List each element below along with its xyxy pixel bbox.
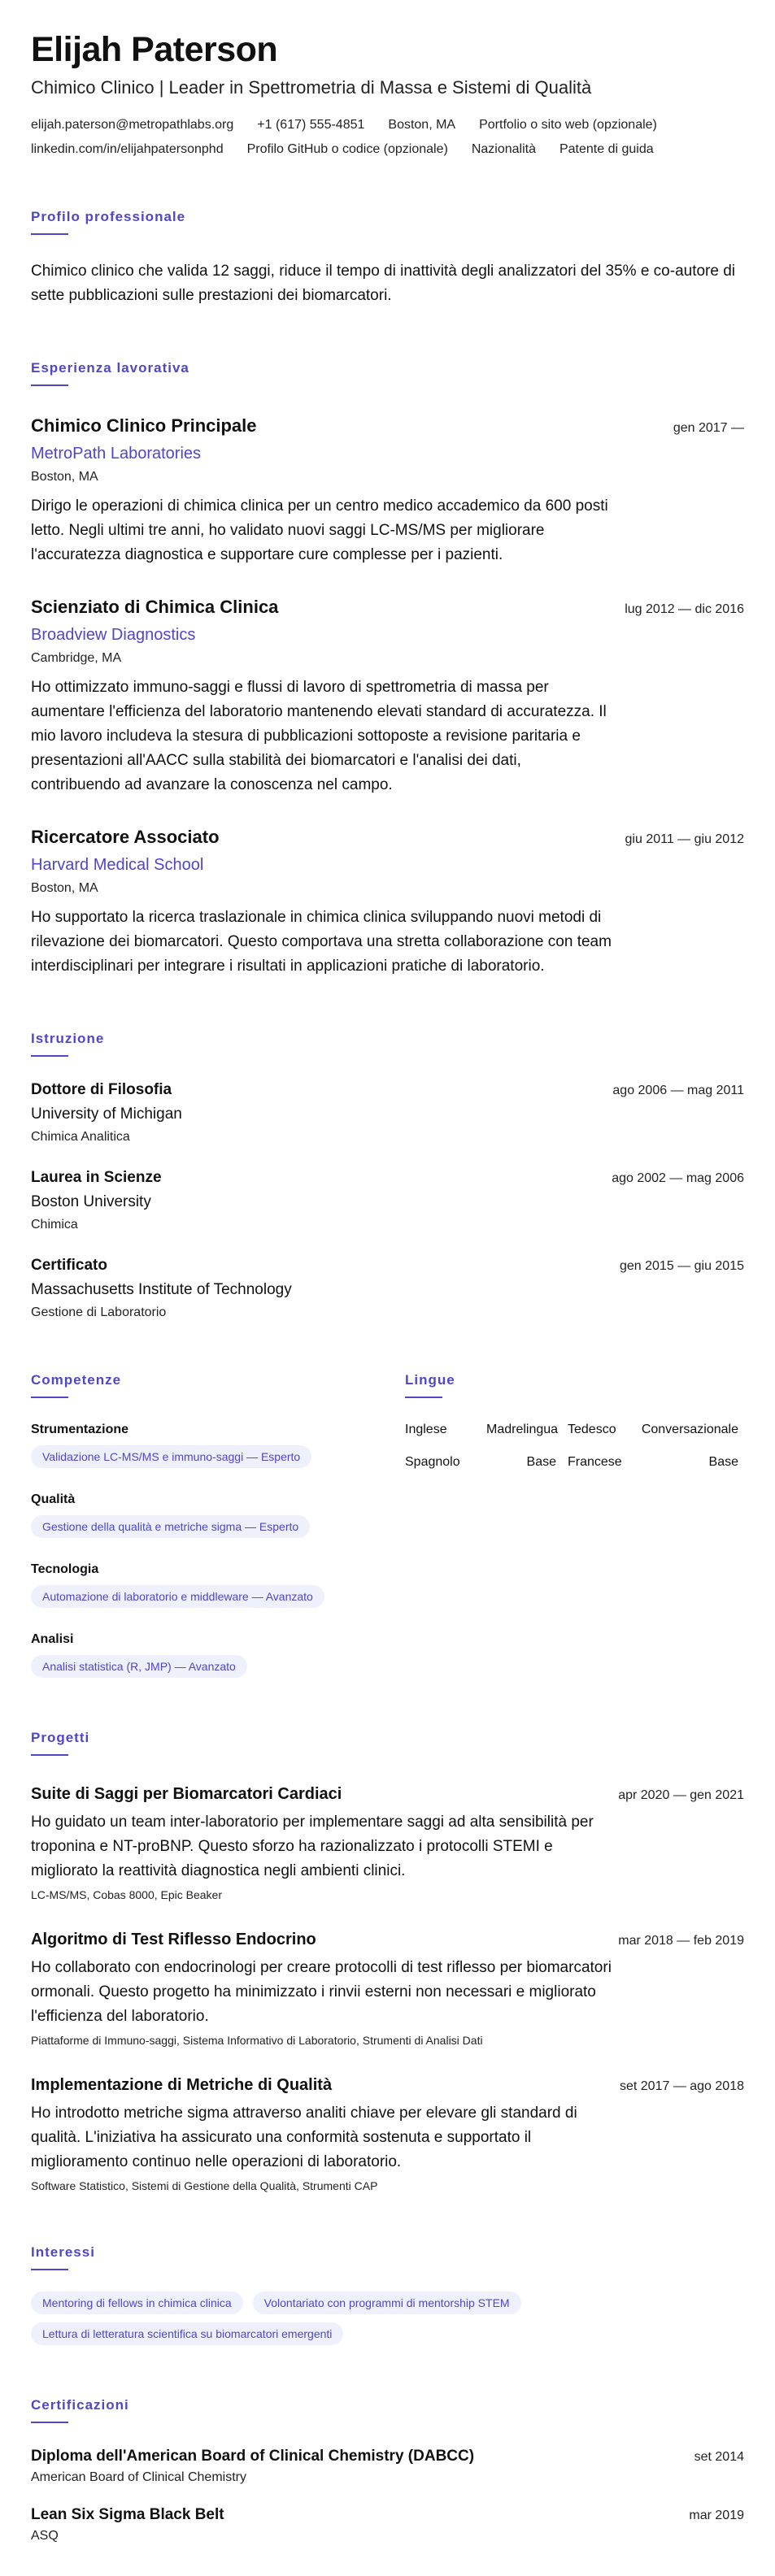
certification-issuer: American Board of Clinical Chemistry [31, 2470, 246, 2485]
section-title-skills: Competenze [31, 1372, 122, 1388]
interest-pill: Volontariato con programmi di mentorship STEM [253, 2291, 521, 2314]
contact-nationality: Nazionalità [471, 142, 536, 157]
skill-group-name: Qualità [31, 1492, 76, 1507]
skill-pill: Validazione LC-MS/MS e immuno-saggi — Esperto [31, 1445, 311, 1468]
job-location: Boston, MA [31, 470, 98, 484]
education-entry [31, 1169, 744, 1232]
project-description: Ho guidato un team inter-laboratorio per implementare saggi ad alta sensibilità per troponina e NT-proBNP. Questo sforzo ha razionalizzato i protocolli STEMI e migliorato la reattività diagnostica negli ambienti clinici. [31, 1814, 594, 1880]
language-name: Inglese [405, 1423, 447, 1437]
job-description: Ho supportato la ricerca traslazionale in chimica clinica sviluppando nuovi metodi di rilevazione dei biomarcatori. Questo comportava una stretta collaborazione con team interdisciplinari per integrare i risultati in applicazioni pratiche di laboratorio. [31, 909, 612, 975]
contact-email[interactable]: elijah.paterson@metropathlabs.org [31, 118, 234, 132]
contact-info [31, 118, 744, 157]
project-date: mar 2018 — feb 2019 [618, 1934, 744, 1948]
section-title-education: Istruzione [31, 1031, 105, 1047]
language-name: Francese [568, 1455, 622, 1470]
skill-group-name: Analisi [31, 1632, 74, 1647]
job-title: Scienziato di Chimica Clinica [31, 597, 279, 618]
job-location: Cambridge, MA [31, 651, 122, 666]
skills-languages-row [31, 1320, 744, 1678]
project-description: Ho introdotto metriche sigma attraverso analiti chiave per elevare gli standard di qualità. L'iniziativa ha assicurato una conformità sostenuta e supportato il miglioramento continuo nelle operazioni di laboratorio. [31, 2105, 577, 2171]
project-date: apr 2020 — gen 2021 [618, 1788, 744, 1803]
education-school: Boston University [31, 1193, 151, 1211]
section-rule [405, 1397, 442, 1398]
section-rule [31, 1754, 68, 1756]
education-date: ago 2002 — mag 2006 [612, 1171, 744, 1186]
candidate-subtitle: Chimico Clinico | Leader in Spettrometria di Massa e Sistemi di Qualità [31, 77, 592, 98]
interest-pill: Mentoring di fellows in chimica clinica [31, 2291, 243, 2314]
education-degree: Certificato [31, 1257, 107, 1275]
skill-group [31, 1632, 405, 1678]
project-title: Algoritmo di Test Riflesso Endocrino [31, 1931, 316, 1949]
languages-grid [405, 1423, 744, 1470]
certification-title: Diploma dell'American Board of Clinical Chemistry (DABCC) [31, 2448, 475, 2465]
contact-phone[interactable]: +1 (617) 555-4851 [257, 118, 365, 132]
job-date: giu 2011 — giu 2012 [625, 832, 744, 847]
skill-group [31, 1423, 405, 1468]
language-level: Base [526, 1455, 556, 1470]
project-technologies: Software Statistico, Sistemi di Gestione della Qualità, Strumenti CAP [31, 2179, 378, 2193]
education-entry [31, 1081, 744, 1145]
candidate-name: Elijah Paterson [31, 30, 278, 69]
project-entry [31, 2076, 744, 2192]
contact-github[interactable]: Profilo GitHub o codice (opzionale) [246, 142, 448, 157]
section-title-certifications: Certificazioni [31, 2397, 129, 2413]
section-title-interests: Interessi [31, 2244, 95, 2261]
job-entry [31, 415, 744, 567]
skill-group-name: Strumentazione [31, 1423, 129, 1437]
languages-column [405, 1320, 744, 1678]
certification-issuer: ASQ [31, 2529, 59, 2543]
section-rule [31, 2422, 68, 2423]
contact-linkedin[interactable]: linkedin.com/in/elijahpatersonphd [31, 142, 224, 157]
certification-date: set 2014 [694, 2450, 744, 2465]
contact-location: Boston, MA [388, 118, 456, 132]
education-date: ago 2006 — mag 2011 [612, 1084, 744, 1098]
skills-column [31, 1320, 405, 1678]
skill-pill: Automazione di laboratorio e middleware — Avanzato [31, 1585, 324, 1608]
job-company: Broadview Diagnostics [31, 626, 196, 645]
language-level: Conversazionale [641, 1423, 738, 1437]
skill-pill: Analisi statistica (R, JMP) — Avanzato [31, 1655, 247, 1678]
education-field: Chimica Analitica [31, 1130, 130, 1145]
job-location: Boston, MA [31, 881, 98, 896]
project-title: Implementazione di Metriche di Qualità [31, 2076, 333, 2095]
project-technologies: LC-MS/MS, Cobas 8000, Epic Beaker [31, 1888, 222, 1902]
certification-title: Lean Six Sigma Black Belt [31, 2506, 224, 2524]
certification-date: mar 2019 [689, 2509, 744, 2523]
section-title-projects: Progetti [31, 1730, 90, 1746]
profile-summary: Chimico clinico che valida 12 saggi, riduce il tempo di inattività degli analizzatori del 35% e co-autore di sette pubblicazioni sulle prestazioni dei biomarcatori. [31, 263, 736, 305]
job-company: MetroPath Laboratories [31, 445, 202, 463]
section-rule [31, 233, 68, 235]
job-description: Ho ottimizzato immuno-saggi e flussi di lavoro di spettrometria di massa per aumentare l'efficienza del laboratorio mantenendo elevati standard di accuratezza. Il mio lavoro includeva la stesura di pubblicazioni sottoposte a revisione paritaria e presentazioni all'AACC sulla stabilità dei biomarcatori e l'analisi dei dati, contribuendo ad avanzare la conoscenza nel campo. [31, 679, 607, 794]
job-description: Dirigo le operazioni di chimica clinica per un centro medico accademico da 600 posti letto. Negli ultimi tre anni, ho validato nuovi saggi LC-MS/MS per migliorare l'accuratezza diagnostica e supportare cure complesse per i pazienti. [31, 497, 608, 564]
job-entry [31, 597, 744, 797]
job-title: Ricercatore Associato [31, 827, 220, 848]
section-title-experience: Esperienza lavorativa [31, 360, 189, 376]
section-rule [31, 384, 68, 386]
project-date: set 2017 — ago 2018 [619, 2079, 744, 2094]
contact-portfolio[interactable]: Portfolio o sito web (opzionale) [479, 118, 657, 132]
language-name: Spagnolo [405, 1455, 460, 1470]
language-name: Tedesco [568, 1423, 616, 1437]
skill-group [31, 1492, 405, 1538]
skill-group-name: Tecnologia [31, 1562, 99, 1577]
job-date: lug 2012 — dic 2016 [625, 602, 744, 617]
job-company: Harvard Medical School [31, 856, 204, 875]
language-level: Base [708, 1455, 738, 1470]
education-field: Chimica [31, 1218, 78, 1232]
project-technologies: Piattaforme di Immuno-saggi, Sistema Informativo di Laboratorio, Strumenti di Analisi Dati [31, 2034, 483, 2048]
education-entry [31, 1257, 744, 1320]
section-rule [31, 2269, 68, 2270]
certification-entry [31, 2506, 744, 2543]
project-entry [31, 1931, 744, 2047]
language-level: Madrelingua [486, 1423, 559, 1437]
section-title-languages: Lingue [405, 1372, 455, 1388]
job-title: Chimico Clinico Principale [31, 415, 257, 437]
education-school: Massachusetts Institute of Technology [31, 1281, 292, 1299]
skill-group [31, 1562, 405, 1608]
section-title-profile: Profilo professionale [31, 209, 186, 225]
section-rule [31, 1055, 68, 1057]
job-date: gen 2017 — [673, 421, 744, 436]
interests-list [31, 2291, 616, 2345]
education-field: Gestione di Laboratorio [31, 1305, 167, 1320]
job-entry [31, 827, 744, 979]
contact-driving-license: Patente di guida [559, 142, 654, 157]
education-school: University of Michigan [31, 1106, 182, 1123]
project-description: Ho collaborato con endocrinologi per creare protocolli di test riflesso per biomarcatori ormonali. Questo progetto ha minimizzato i rinvii esterni non necessari e migliorato l'efficienza del laboratorio. [31, 1959, 612, 2026]
project-title: Suite di Saggi per Biomarcatori Cardiaci [31, 1785, 342, 1804]
section-rule [31, 1397, 68, 1398]
education-degree: Dottore di Filosofia [31, 1081, 172, 1099]
skill-pill: Gestione della qualità e metriche sigma — Esperto [31, 1515, 310, 1538]
project-entry [31, 1785, 744, 1901]
interest-pill: Lettura di letteratura scientifica su biomarcatori emergenti [31, 2322, 343, 2345]
education-date: gen 2015 — giu 2015 [619, 1259, 744, 1274]
certification-entry [31, 2448, 744, 2485]
education-degree: Laurea in Scienze [31, 1169, 162, 1187]
